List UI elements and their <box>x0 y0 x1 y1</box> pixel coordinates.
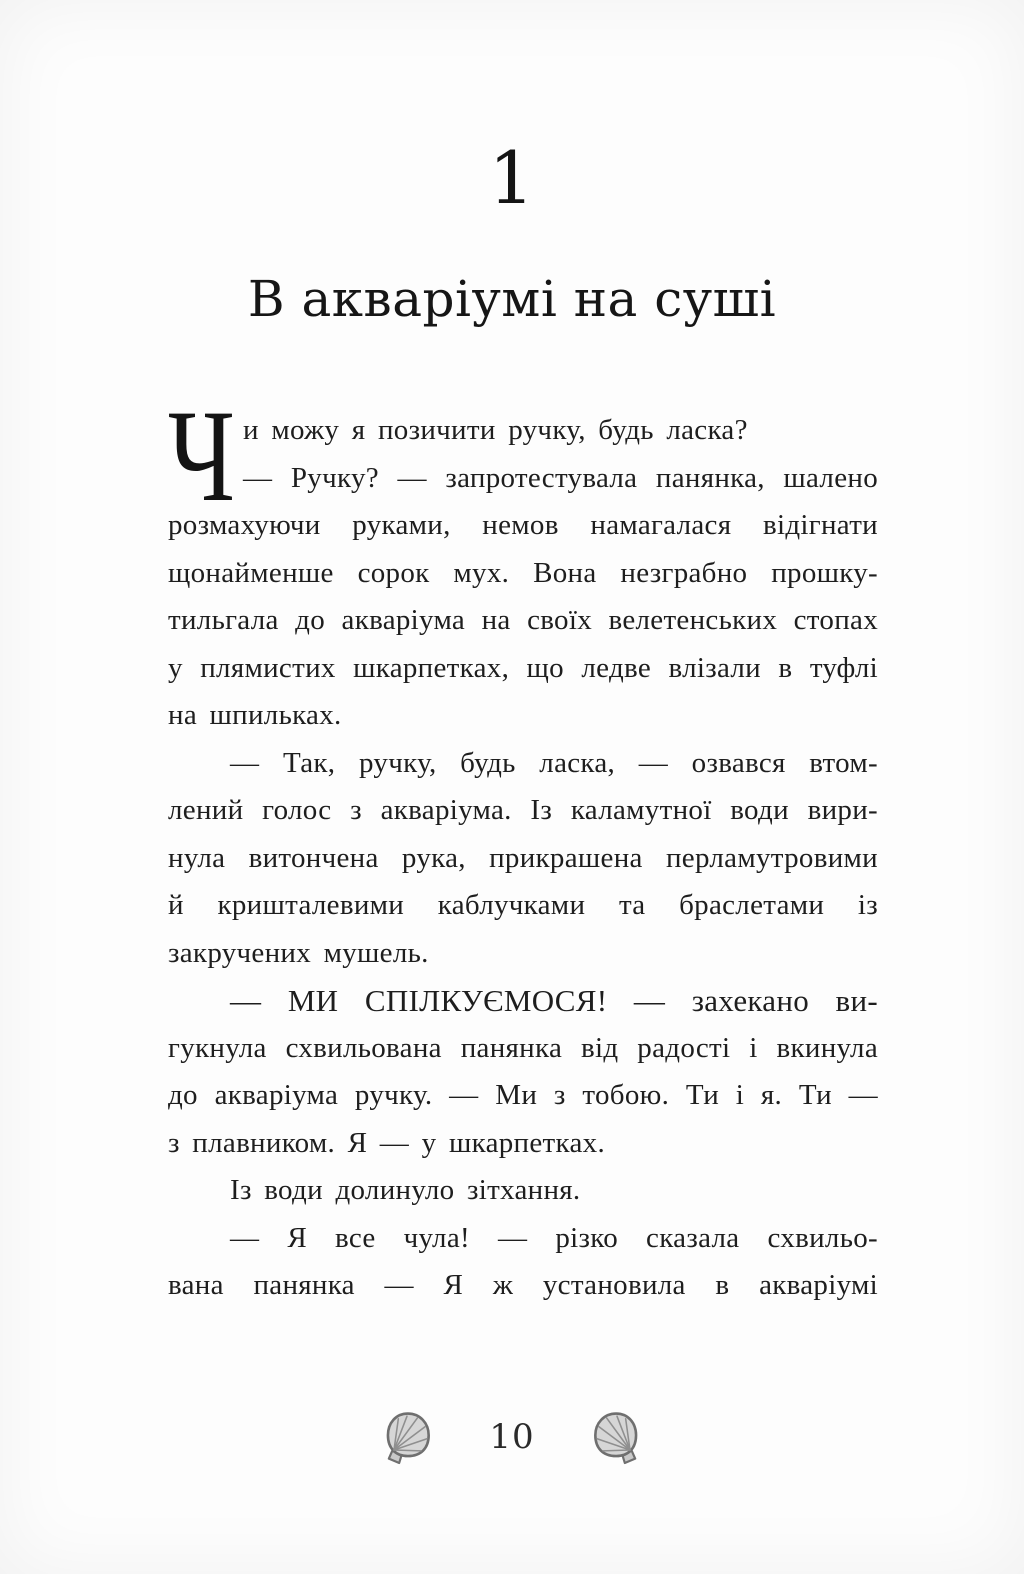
page-footer <box>0 1408 1024 1466</box>
body-line: до акваріума ручку. — Ми з тобою. Ти і я. Ти — <box>168 1079 878 1111</box>
body-line: тильгала до акваріума на своїх велетенських стопах <box>168 604 878 636</box>
body-line: — Так, ручку, будь ласка, — озвався втом- <box>230 746 878 779</box>
scallop-shell-icon <box>591 1408 643 1466</box>
body-line: — МИ СПІЛКУЄМОСЯ! — захекано ви- <box>230 983 878 1018</box>
body-line: и можу я позичити ручку, будь ласка? <box>243 414 748 446</box>
body-line: гукнула схвильована панянка від радості і вкинула <box>168 1031 878 1064</box>
body-line: Із води долинуло зітхання. <box>230 1174 581 1206</box>
chapter-title: В акваріумі на суші <box>247 270 777 328</box>
body-line: щонайменше сорок мух. Вона незграбно прошку- <box>168 556 878 589</box>
body-line: закручених мушель. <box>168 936 429 969</box>
body-line: — Я все чула! — різко сказала схвильо- <box>230 1221 878 1254</box>
body-line: у плямистих шкарпетках, що ледве влізали в туфлі <box>168 651 878 684</box>
body-line: з плавником. Я — у шкарпетках. <box>168 1126 605 1159</box>
body-line: лений голос з акваріума. Із каламутної води вири- <box>168 794 878 826</box>
body-text <box>168 382 878 1310</box>
body-line: нула витончена рука, прикрашена перламутровими <box>168 841 878 874</box>
chapter-number: 1 <box>488 136 536 220</box>
body-line: розмахуючи руками, немов намагалася відігнати <box>168 509 878 541</box>
body-line: — Ручку? — запротестувала панянка, шалено <box>243 461 878 494</box>
body-line: й кришталевими каблучками та браслетами із <box>168 889 878 921</box>
body-line: вана панянка — Я ж установила в акваріумі <box>168 1269 878 1301</box>
body-line: на шпильках. <box>168 699 342 731</box>
page-number: 10 <box>489 1417 535 1457</box>
dropcap-letter: Ч <box>168 382 236 529</box>
scallop-shell-icon <box>381 1408 433 1466</box>
